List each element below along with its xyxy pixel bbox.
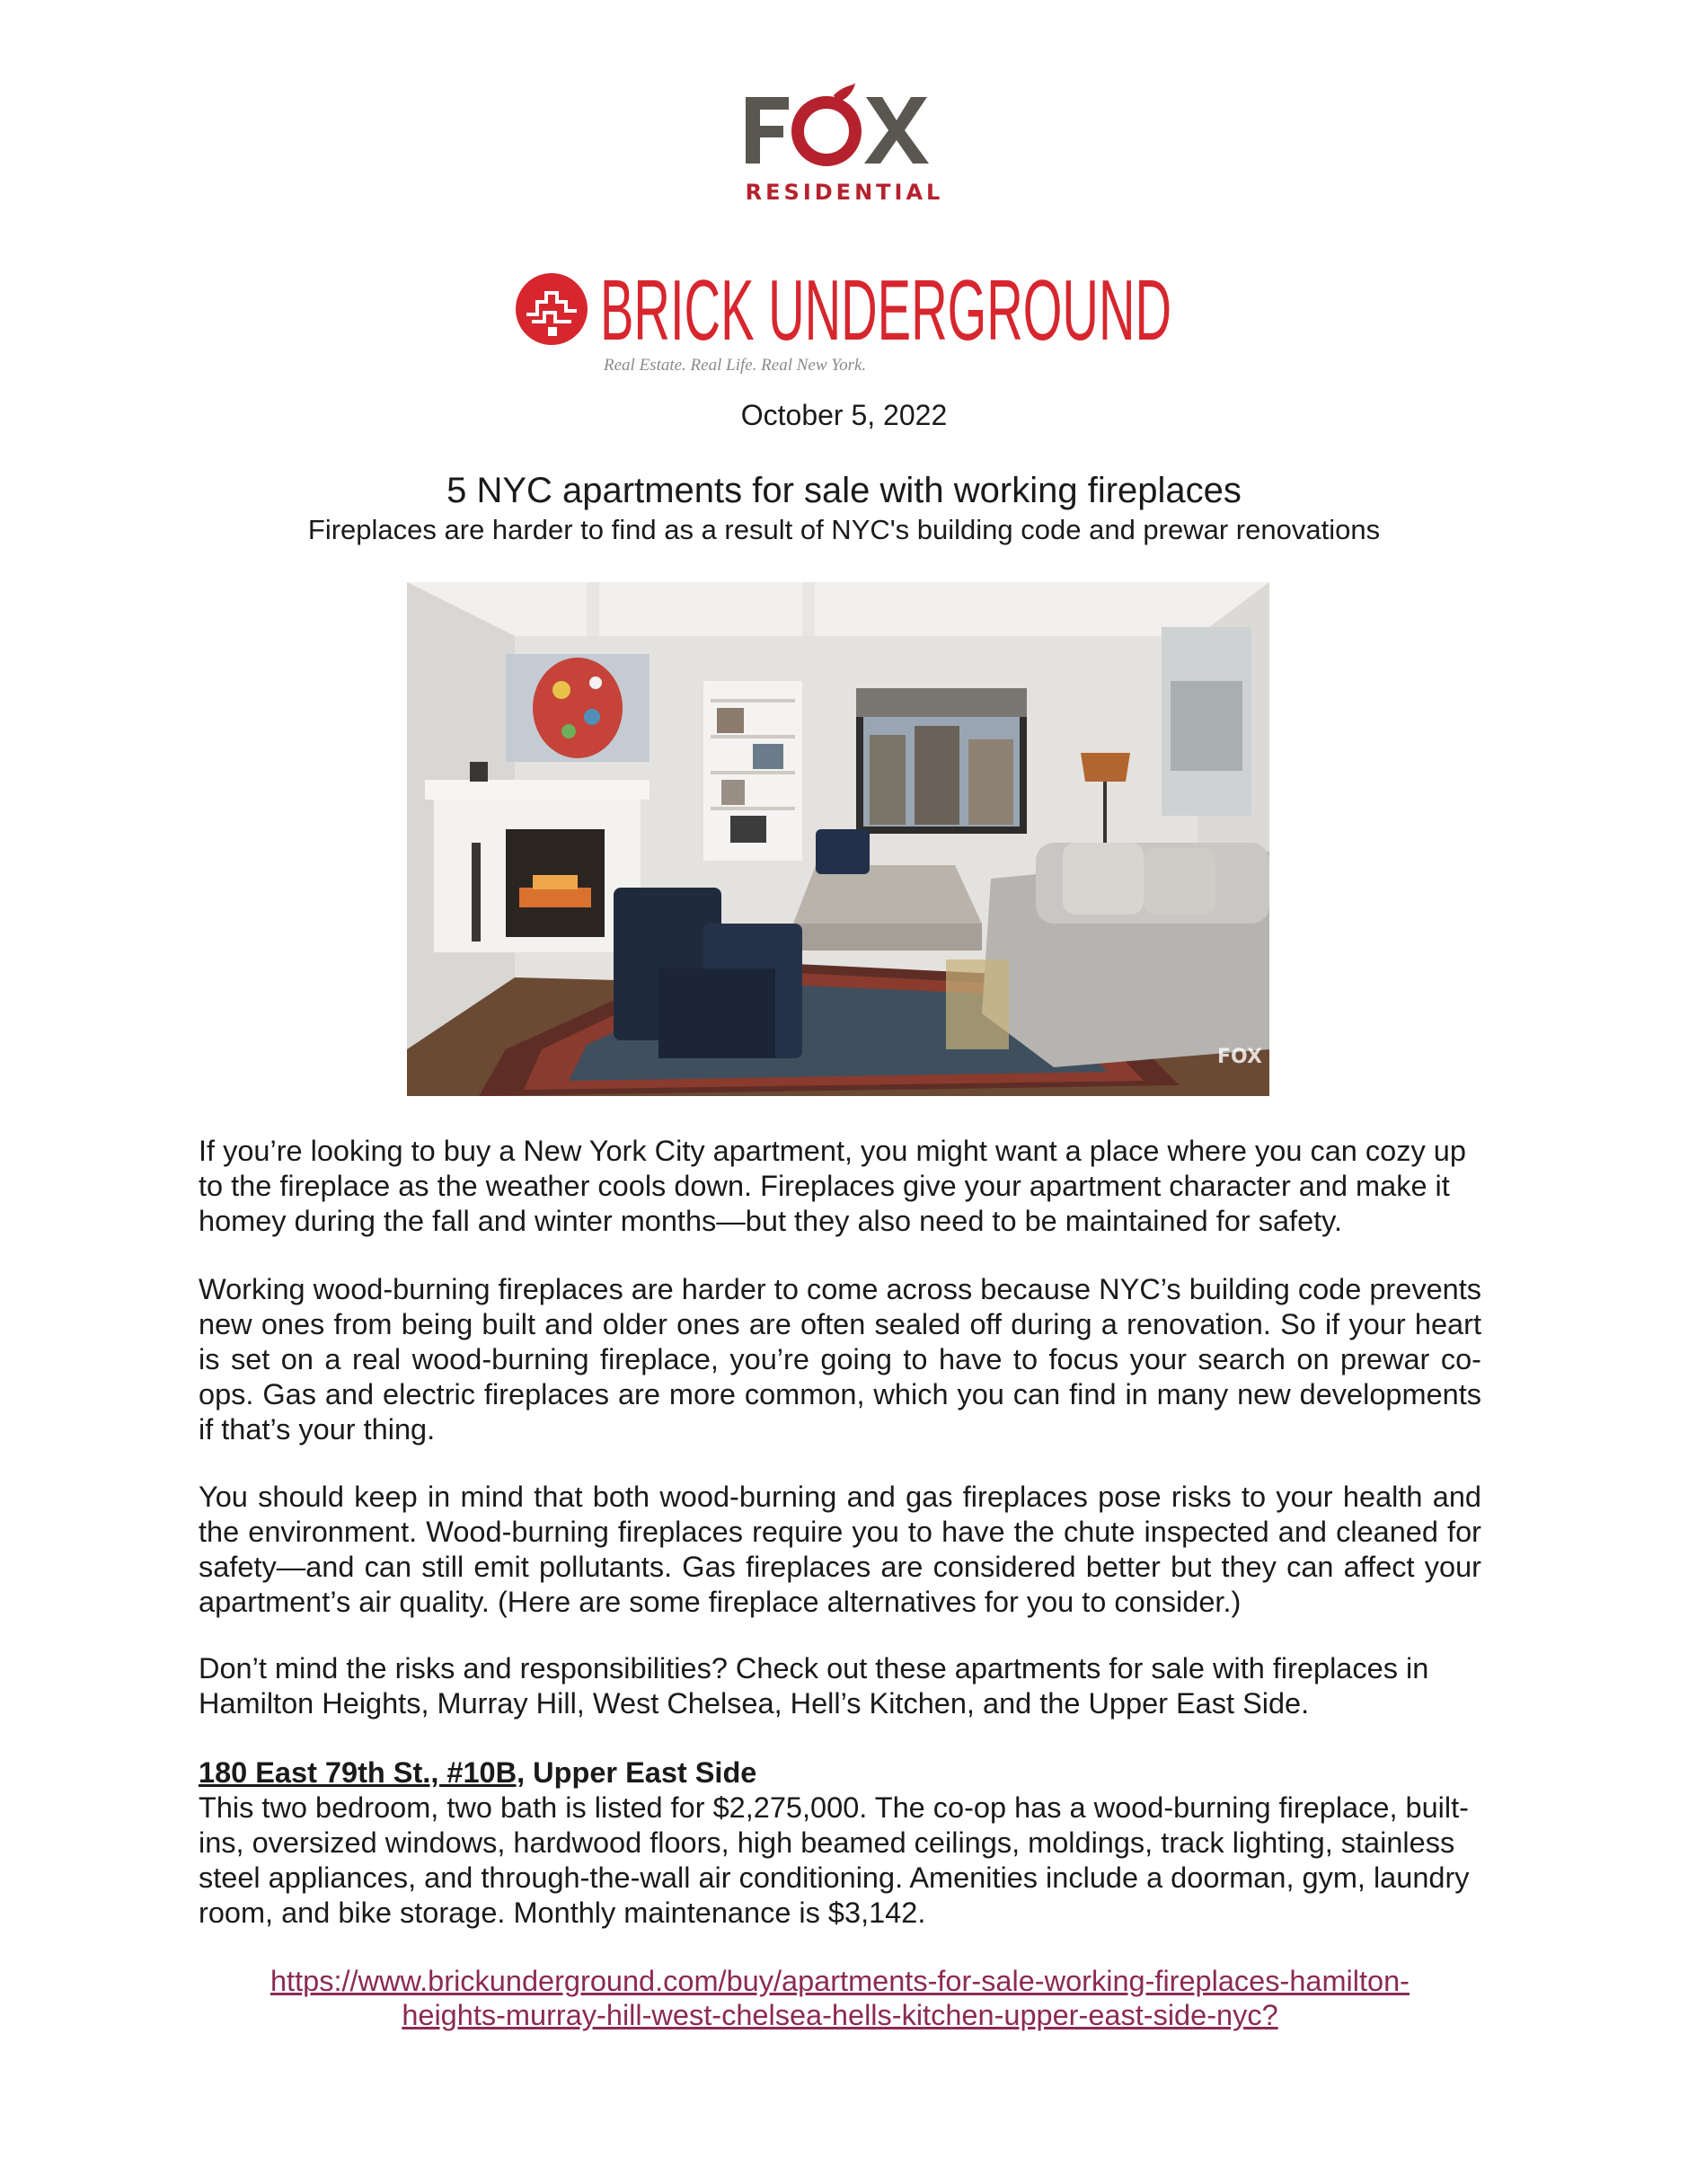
article-headline: 5 NYC apartments for sale with working fireplaces [446, 471, 1242, 510]
article-subhead: Fireplaces are harder to find as a result of NYC's building code and prewar renovations [307, 514, 1381, 545]
paragraph-building-code: Working wood-burning fireplaces are harder to come across because NYC’s building code prevents new ones from being built and older ones are often sealed off during a renovation. So if your heart is set on a real wood-burning fireplace, you’re going to have to focus your search on prewar co-ops. Gas and electric fireplaces are more common, which you can find in many new developments if that’s your thing. [199, 1273, 1481, 1446]
brick-underground-wordmark [600, 262, 1175, 358]
source-url-line-1[interactable]: https://www.brickunderground.com/buy/apartments-for-sale-working-fireplaces-hamilton- [270, 1965, 1410, 1997]
brick-underground-emblem-icon [514, 271, 589, 347]
listing-block [199, 1755, 1481, 1931]
paragraph-neighborhoods: Don’t mind the risks and responsibilities? Check out these apartments for sale with fireplaces in Hamilton Heights, Murray Hill, West Chelsea, Hell’s Kitchen, and the Upper East Side. [199, 1652, 1429, 1720]
svg-text:BRICK UNDERGROUND: BRICK UNDERGROUND [600, 262, 1171, 358]
brick-underground-tagline: Real Estate. Real Life. Real New York. [604, 356, 867, 375]
listing-address-link[interactable]: 180 East 79th St., #10B, [199, 1756, 526, 1789]
fox-residential-subtitle: RESIDENTIAL [745, 180, 944, 205]
article-date: October 5, 2022 [740, 399, 948, 431]
listing-title [199, 1755, 1481, 1791]
photo-watermark: FOX [1217, 1046, 1262, 1068]
source-url-line-2[interactable]: heights-murray-hill-west-chelsea-hells-kitchen-upper-east-side-nyc? [402, 1999, 1278, 2031]
source-url-link[interactable] [199, 1964, 1481, 2032]
living-room-photo [407, 582, 1269, 1096]
listing-description: This two bedroom, two bath is listed for $2,275,000. The co-op has a wood-burning fireplace, built-ins, oversized windows, hardwood floors, high beamed ceilings, moldings, track lighting, stainless steel appliances, and through-the-wall air conditioning. Amenities include a doorman, gym, laundry room, and bike storage. Monthly maintenance is $3,142. [199, 1791, 1470, 1929]
listing-neighborhood: Upper East Side [525, 1756, 757, 1789]
paragraph-intro: If you’re looking to buy a New York City apartment, you might want a place where you can cozy up to the fireplace as the weather cools down. Fireplaces give your apartment character and make it homey during the fall and winter months—but they also need to be maintained for safety. [199, 1135, 1466, 1237]
paragraph-risks: You should keep in mind that both wood-burning and gas fireplaces pose risks to your health and the environment. Wood-burning fireplaces require you to have the chute inspected and cleaned for safety—and can still emit pollutants. Gas fireplaces are considered better but they can affect your apartment’s air quality. (Here are some fireplace alternatives for you to consider.) [199, 1481, 1481, 1618]
